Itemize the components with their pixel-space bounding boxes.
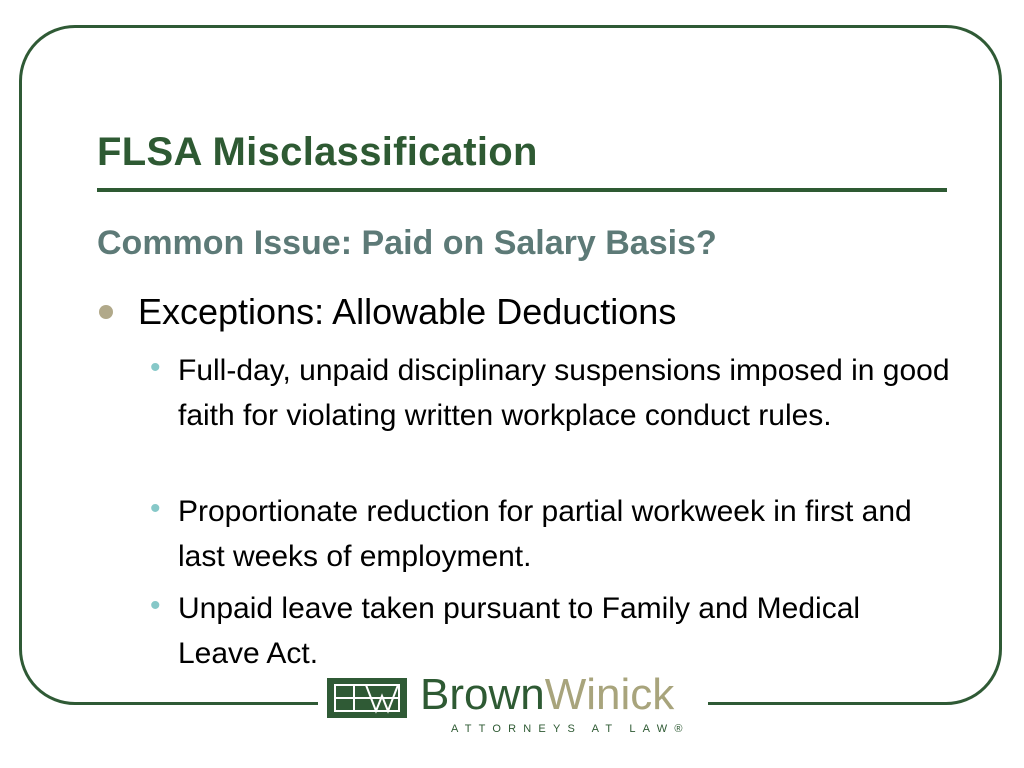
bullet-text: Exceptions: Allowable Deductions bbox=[138, 291, 677, 332]
bullet-dot-icon bbox=[99, 305, 113, 319]
brownwinick-monogram-logo bbox=[327, 678, 407, 718]
sub-bullet-mark-icon: • bbox=[150, 351, 161, 384]
logo-tagline: ATTORNEYS AT LAW® bbox=[451, 723, 690, 735]
slide-title: FLSA Misclassification bbox=[97, 130, 538, 174]
logo-winick: Winick bbox=[544, 670, 675, 719]
logo-brown: Brown bbox=[420, 670, 545, 719]
bullet-exceptions bbox=[97, 291, 676, 333]
sub-bullet-3 bbox=[150, 586, 950, 676]
sub-bullet-text: Unpaid leave taken pursuant to Family and Medical Leave Act. bbox=[178, 592, 861, 670]
sub-bullet-1 bbox=[150, 348, 950, 438]
sub-bullet-2 bbox=[150, 489, 950, 579]
sub-bullet-mark-icon: • bbox=[150, 589, 161, 622]
monogram-icon bbox=[332, 682, 402, 714]
slide-subtitle: Common Issue: Paid on Salary Basis? bbox=[97, 224, 717, 262]
logo-wordmark bbox=[420, 670, 674, 720]
sub-bullet-text: Proportionate reduction for partial workweek in first and last weeks of employment. bbox=[178, 495, 912, 573]
sub-bullet-text: Full-day, unpaid disciplinary suspensions imposed in good faith for violating written workplace conduct rules. bbox=[178, 354, 950, 432]
title-divider bbox=[97, 188, 947, 192]
sub-bullet-mark-icon: • bbox=[150, 492, 161, 525]
